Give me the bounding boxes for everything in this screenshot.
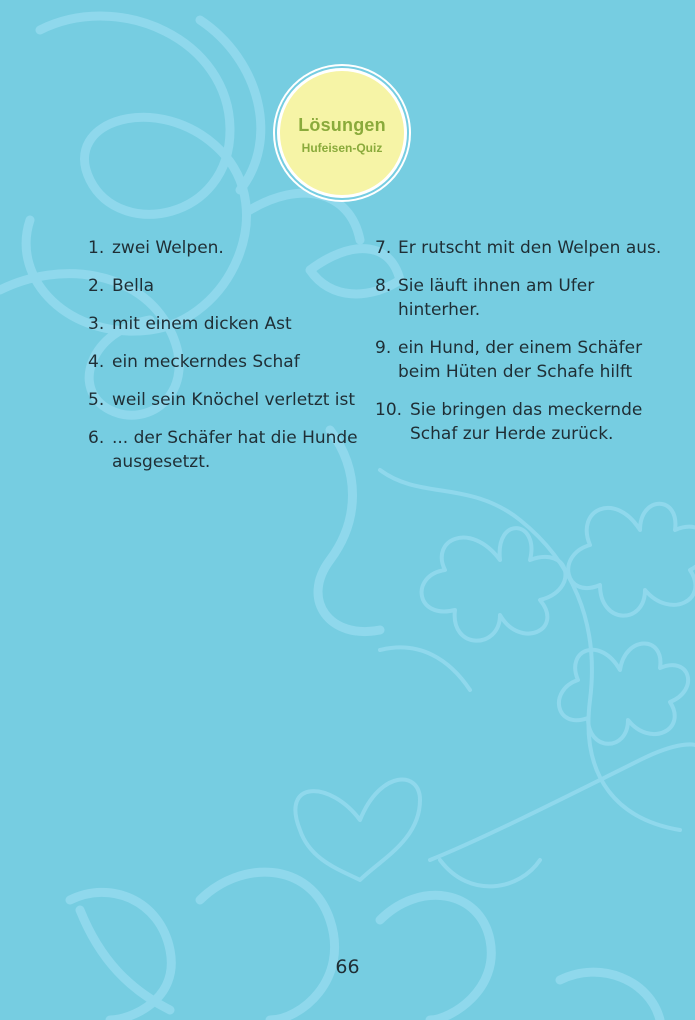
answer-text: Er rutscht mit den Welpen aus. [398,238,662,258]
answer-text: mit einem dicken Ast [112,314,292,334]
badge-subtitle: Hufeisen-Quiz [301,141,383,155]
answer-number: 2. [88,276,105,296]
answers-left-column [88,236,378,474]
answer-item [88,426,378,474]
answer-number: 8. [375,276,392,296]
answer-item [375,398,675,446]
answer-number: 3. [88,314,105,334]
answer-item [88,312,378,336]
answer-item [375,336,675,384]
answers-right-column [375,236,675,446]
answer-item [375,274,675,322]
answer-item [375,236,675,260]
solutions-badge [277,68,407,198]
answer-number: 1. [88,238,105,258]
answer-number: 10. [375,400,403,420]
answer-item [88,388,378,412]
answer-item [88,236,378,260]
answer-number: 4. [88,352,105,372]
answer-number: 7. [375,238,392,258]
answer-text: Sie bringen das meckernde Schaf zur Herde zurück. [410,400,643,444]
answer-text: weil sein Knöchel verletzt ist [112,390,356,410]
answer-text: ein meckerndes Schaf [112,352,300,372]
answer-text: ein Hund, der einem Schäfer beim Hüten der Schafe hilft [398,338,643,382]
answer-text: Bella [112,276,154,296]
answer-number: 5. [88,390,105,410]
answer-text: ... der Schäfer hat die Hunde ausgesetzt. [112,428,358,472]
answer-text: Sie läuft ihnen am Ufer hinterher. [398,276,595,320]
answer-item [88,274,378,298]
badge-title: Lösungen [298,115,386,135]
page-number: 66 [335,956,360,978]
answer-item [88,350,378,374]
answer-text: zwei Welpen. [112,238,224,258]
answer-number: 9. [375,338,392,358]
answer-number: 6. [88,428,105,448]
